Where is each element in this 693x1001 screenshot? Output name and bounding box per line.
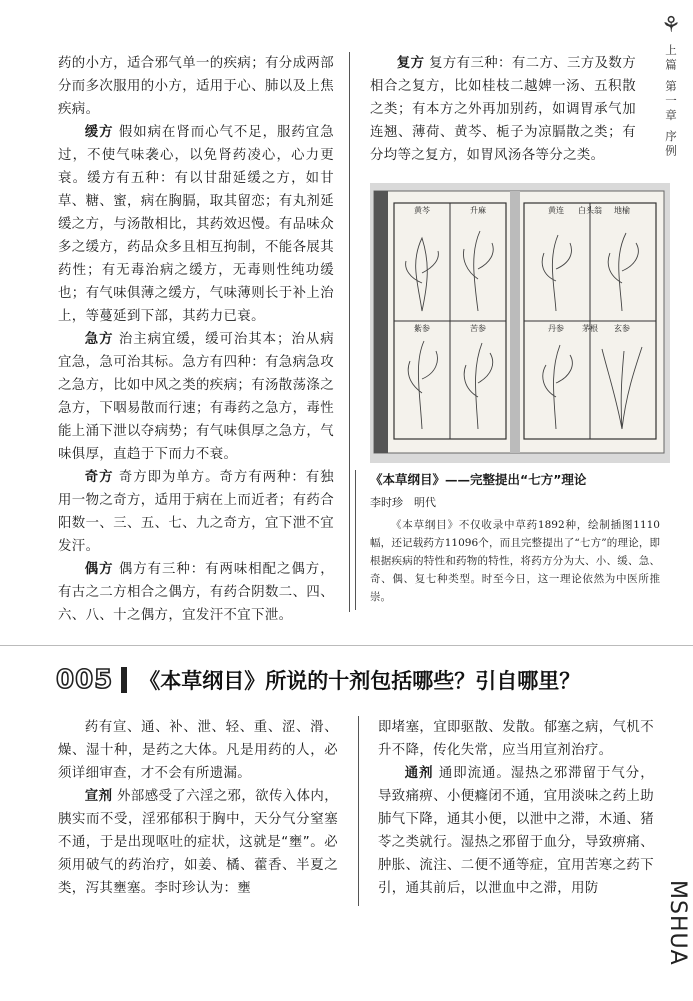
- lotus-icon: ⚘: [661, 13, 681, 38]
- header-bar: [121, 667, 127, 693]
- term-heading: 缓方: [84, 125, 114, 140]
- caption-title: 《本草纲目》——完整提出“七方”理论: [370, 472, 587, 487]
- paragraph: [58, 466, 334, 558]
- chapter-label: 第一章: [664, 79, 678, 124]
- column-divider: [358, 716, 359, 906]
- term-heading: 偶方: [84, 562, 114, 577]
- book-illustration-photo: [370, 183, 670, 463]
- question-number: 005: [56, 665, 114, 695]
- plant-label: 玄参: [614, 324, 630, 333]
- bottom-left-column: [58, 716, 338, 900]
- paragraph: [58, 558, 334, 627]
- question-title: 《本草纲目》所说的十剂包括哪些？引自哪里？: [139, 669, 581, 693]
- top-right-column: [370, 52, 636, 167]
- paragraph: [58, 121, 334, 328]
- paragraph-text: 外部感受了六淫之邪，欲传入体内，胰实而不受，淫邪郁积于胸中，天分气分窒塞不通，于是出现呕吐的症状，这就是“壅”。必须用破气的药治疗，如姜、橘、藿香、半夏之类，泻其壅塞。李时珍认为：壅: [58, 789, 338, 896]
- plant-label: 苦参: [470, 324, 486, 333]
- paragraph: [378, 762, 654, 900]
- section-divider: [0, 645, 693, 646]
- term-heading: 通剂: [404, 766, 434, 781]
- bottom-right-column: [378, 716, 654, 900]
- chapter-side-tab: [656, 14, 686, 159]
- question-header: [56, 660, 580, 700]
- paragraph-text: 假如病在肾而心气不足，服药宜急过，不使气味袭心，以免肾药凌心，心力更衰。缓方有五种：有以甘甜延缓之方，如甘草、糖、蜜，病在胸膈，取其留恋；有丸剂延缓之方，与汤散相比，其药效迟慢。有品味众多之缓方，药品众多且相互拘制，不能各展其药性；有无毒治病之缓方，无毒则性纯功缓也；有气味俱薄之缓方，气味薄则长于补上治上，等蔓延到下部，其药力已衰。: [58, 125, 334, 324]
- top-left-column: [58, 52, 334, 627]
- caption-author: 李时珍 明代: [370, 496, 436, 509]
- plant-label: 白头翁: [578, 206, 602, 215]
- term-heading: 宣剂: [84, 789, 113, 804]
- section-label: 上篇: [664, 44, 678, 73]
- image-caption: [370, 470, 660, 606]
- plant-label: 黄连: [548, 206, 564, 215]
- topic-label: 序例: [664, 129, 678, 159]
- watermark: MSHUA: [665, 880, 690, 966]
- paragraph: 即堵塞，宜即驱散、发散。郁塞之病，气机不升不降，传化失常，应当用宣剂治疗。: [378, 720, 654, 758]
- paragraph-text: 奇方即为单方。奇方有两种：有独用一物之奇方，适用于病在上而近者；有药合阳数一、三、五、七、九之奇方，宜下泄不宜发汗。: [58, 470, 334, 554]
- column-divider: [355, 470, 356, 610]
- plant-label: 升麻: [470, 206, 486, 215]
- paragraph-text: 治主病宜缓，缓可治其本；治从病宜急，急可治其标。急方有四种：有急病急攻之急方，比如中风之类的疾病；有汤散荡涤之急方，下咽易散而行速；有毒药之急方，毒性能上涌下泄以夺病势；有气味俱厚之急方，气味俱厚，直趋于下而力不衰。: [58, 332, 334, 462]
- plant-label: 丹参: [548, 324, 564, 333]
- plant-label: 茅根: [582, 324, 598, 333]
- plant-label: 黄芩: [414, 206, 430, 215]
- caption-description: 《本草纲目》不仅收录中草药1892种，绘制插图1110幅，还记载药方11096个，而且完整提出了“七方”的理论，即根据疾病的特性和药物的特性，将药方分为大、小、缓、急、奇、偶、复七种类型。时至今日，这一理论依然为中医所推崇。: [370, 519, 660, 603]
- paragraph: 药的小方，适合邪气单一的疾病；有分成两部分而多次服用的小方，适用于心、肺以及上焦疾病。: [58, 56, 334, 117]
- column-divider: [349, 52, 350, 612]
- paragraph-text: 偶方有三种：有两味相配之偶方，有古之二方相合之偶方，有药合阴数二、四、六、八、十之偶方，宜发汗不宜下泄。: [58, 562, 334, 623]
- term-heading: 急方: [84, 332, 114, 347]
- paragraph: [58, 328, 334, 466]
- paragraph: [370, 52, 636, 167]
- paragraph: [58, 785, 338, 900]
- paragraph: 药有宣、通、补、泄、轻、重、涩、滑、燥、湿十种，是药之大体。凡是用药的人，必须详细审查，才不会有所遗漏。: [58, 720, 338, 781]
- plant-label: 地榆: [614, 206, 630, 215]
- term-heading: 复方: [396, 56, 425, 71]
- plant-label: 紫参: [414, 324, 430, 333]
- paragraph-text: 通即流通。湿热之邪滞留于气分，导致痛痹、小便癃闭不通，宜用淡味之药上助肺气下降，通其小便，以泄中之滞，木通、猪苓之类就行。湿热之邪留于血分，导致痹痛、肿胀、流注、二便不通等症，宜用苦寒之药下引，通其前后，以泄血中之滞，用防: [378, 766, 654, 896]
- term-heading: 奇方: [84, 470, 114, 485]
- paragraph-text: 复方有三种：有二方、三方及数方相合之复方，比如桂枝二越婢一汤、五积散之类；有本方之外再加别药，如调胃承气加连翘、薄荷、黄芩、栀子为凉膈散之类；有分均等之复方，如胃风汤各等分之类。: [370, 56, 636, 163]
